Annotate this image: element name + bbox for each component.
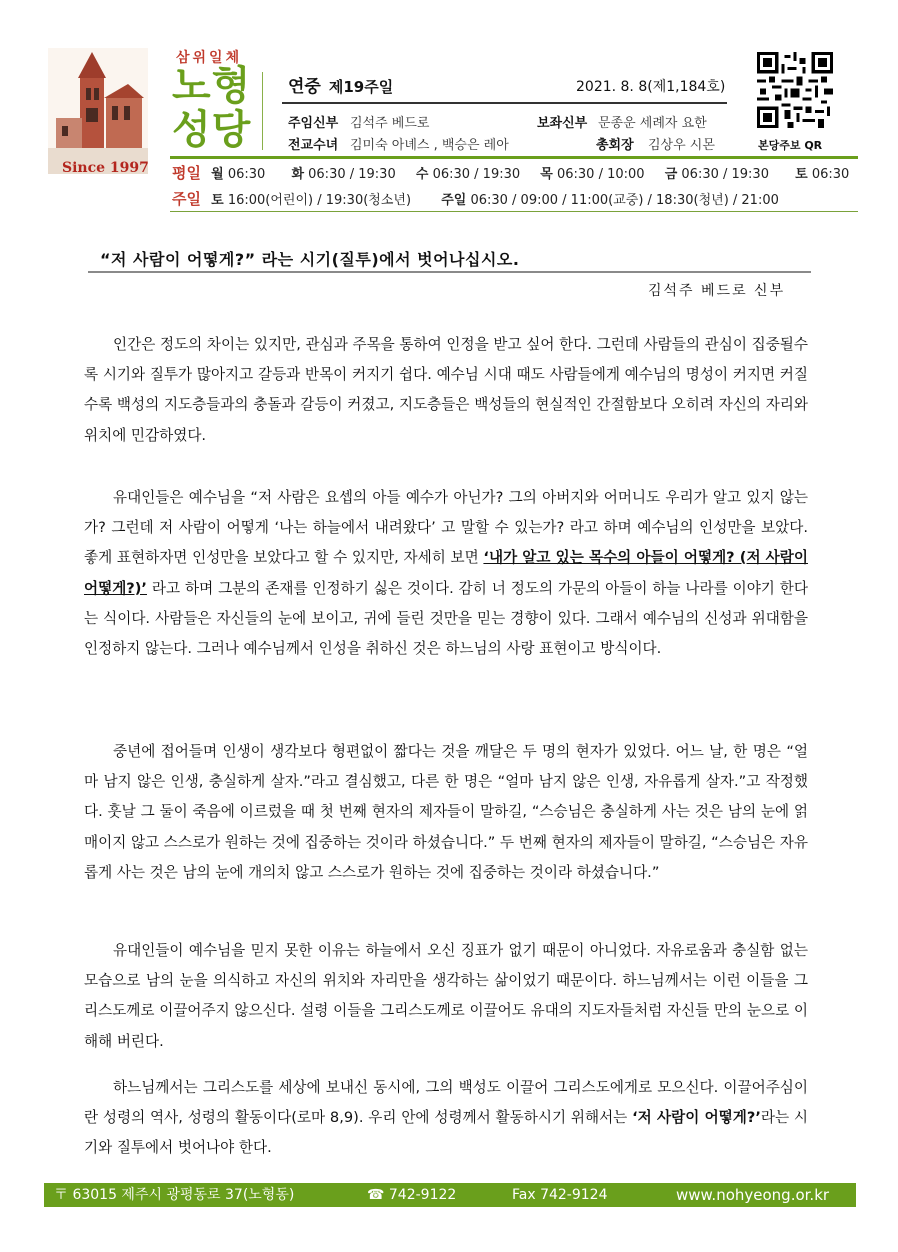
sunday-mass-schedule [172, 188, 779, 209]
pastor-label: 주임신부 [288, 116, 339, 131]
since-year: Since 1997 [62, 160, 149, 176]
article-title: “저 사람이 어떻게?” 라는 시기(질투)에서 벗어나십시오. [100, 250, 520, 269]
liturgical-week [288, 72, 393, 97]
weekday-fri: 금 [664, 167, 678, 182]
church-building-illustration [48, 48, 148, 174]
president-label: 총회장 [596, 138, 634, 153]
church-logo-line1: 노형 [172, 63, 252, 109]
weekday-tue: 화 [291, 167, 304, 182]
weekday-label: 평일 [172, 164, 201, 182]
weekday-wed-times: 06:30 / 19:30 [432, 167, 521, 182]
sunday-sat-day: 토 [211, 193, 224, 208]
church-logo-line2: 성당 [172, 107, 252, 153]
pastor-name: 김석주 베드로 [350, 116, 430, 131]
weekday-fri-times: 06:30 / 19:30 [681, 167, 769, 182]
article-paragraph: 인간은 정도의 차이는 있지만, 관심과 주목을 통하여 인정을 받고 싶어 한다. 그런데 사람들의 관심이 집중될수록 시기와 질투가 많아지고 갈등과 반목이 커지기 쉽다. 예수님 시대 때도 사람들에게 예수님의 명성이 커지면 커질수록 백성의 지도층들과의 충돌과 갈등이 커졌고, 지도층들은 백성들의 현실적인 간절함보다 오히려 자신의 자리와 위치에 민감하였다. [84, 336, 808, 444]
header-rule [282, 102, 727, 104]
footer-address: 〒 63015 제주시 광평동로 37(노형동) [54, 1187, 295, 1203]
week-title: 연중 [288, 77, 321, 97]
sunday-sun-times: 06:30 / 09:00 / 11:00(교중) / 18:30(청년) / 21:00 [470, 193, 779, 208]
article-paragraph [84, 483, 808, 664]
paragraph-text: 유대인들은 예수님을 “저 사람은 요셉의 아들 예수가 아닌가? 그의 아버지와 어머니도 우리가 알고 있지 않는가? 그런데 저 사람이 어떻게 ‘나는 하늘에서 내려왔다’ 고 말할 수 있는가? 라고 하며 예수님의 인성만을 보았다. 좋게 표현하자면 인성만을 보았다고 할 수 있지만, 자세히 보면 [84, 489, 808, 567]
weekday-thu: 목 [540, 167, 553, 182]
sunday-sun-day: 주일 [441, 193, 467, 208]
sunday-sat-times: 16:00(어린이) / 19:30(청소년) [227, 193, 412, 208]
weekday-mass-schedule [172, 162, 849, 183]
weekday-thu-times: 06:30 / 10:00 [556, 167, 645, 182]
footer-website-link[interactable]: www.nohyeong.or.kr [676, 1186, 830, 1204]
qr-code-icon[interactable] [757, 52, 833, 128]
emphasized-quote: ‘내가 알고 있는 목수의 아들이 어떻게? (저 사람이 어떻게?)’ [84, 549, 808, 597]
sunday-label: 주일 [172, 190, 201, 208]
footer-phone: ☎ 742-9122 [367, 1187, 457, 1203]
paragraph-text: 라고 하며 그분의 존재를 인정하기 싫은 것이다. 감히 너 정도의 가문의 아들이 하늘 나라를 이야기 한다는 식이다. 사람들은 자신들의 눈에 보이고, 귀에 들린 것만을 믿는 경향이 있다. 그래서 예수님의 신성과 위대함을 인정하지 않는다. 그러나 예수님께서 인성을 취하신 것은 하느님의 사랑 표현이고 방식이다. [84, 579, 808, 658]
article-author: 김석주 베드로 신부 [648, 283, 786, 299]
weekday-tue-times: 06:30 / 19:30 [308, 167, 396, 182]
article-paragraph [84, 1073, 808, 1164]
emphasized-quote: ‘저 사람이 어떻게?’ [632, 1109, 761, 1127]
weekday-sat: 토 [795, 167, 808, 182]
footer-bar [44, 1183, 856, 1207]
schedule-top-rule [170, 156, 858, 159]
footer-fax: Fax 742-9124 [512, 1187, 608, 1203]
weekday-mon-times: 06:30 [227, 167, 266, 182]
sister-name: 김미숙 아녜스 , 백승은 레아 [350, 138, 509, 153]
president-name: 김상우 시몬 [648, 138, 715, 153]
weekday-wed: 수 [415, 167, 429, 182]
issue-date: 2021. 8. 8(제1,184호) [576, 79, 726, 95]
weekday-sat-times: 06:30 [811, 167, 850, 182]
article-paragraph: 유대인들이 예수님을 믿지 못한 이유는 하늘에서 오신 징표가 없기 때문이 아니었다. 자유로움과 충실함 없는 모습으로 남의 눈을 의식하고 자신의 위치와 자리만을 생각하는 삶이었기 때문이다. 하느님께서는 이런 이들을 그리스도께로 이끌어주지 않으신다. 설령 이들을 그리스도께로 이끌어도 유대의 지도자들처럼 자신들 만의 눈으로 이해해 버린다. [84, 942, 808, 1050]
schedule-bottom-rule [170, 211, 858, 212]
weekday-mon: 월 [211, 167, 224, 182]
qr-label: 본당주보 QR [758, 139, 823, 152]
paragraph-text: 라는 시기와 질투에서 벗어나야 한다. [84, 1109, 808, 1157]
title-rule [88, 271, 811, 273]
header-divider [262, 72, 263, 150]
article-paragraph: 중년에 접어들며 인생이 생각보다 형편없이 짧다는 것을 깨달은 두 명의 현자가 있었다. 어느 날, 한 명은 “얼마 남지 않은 인생, 충실하게 살자.”라고 결심했고, 다른 한 명은 “얼마 남지 않은 인생, 자유롭게 살자.”고 작정했다. 훗날 그 둘이 죽음에 이르렀을 때 첫 번째 현자의 제자들이 말하길, “스승님은 충실하게 사는 것은 남의 눈에 얽매이지 않고 스스로가 원하는 것에 집중하는 것이라 하셨습니다.” 두 번째 현자의 제자들이 말하길, “스승님은 자유롭게 사는 것은 남의 눈에 개의치 않고 스스로가 원하는 것에 집중하는 것이라 하셨습니다.” [84, 743, 808, 881]
sister-label: 전교수녀 [288, 138, 339, 153]
vicar-label: 보좌신부 [537, 116, 588, 131]
vicar-name: 문종운 세례자 요한 [598, 116, 707, 131]
trinity-label: 삼위일체 [176, 50, 243, 66]
paragraph-text: 하느님께서는 그리스도를 세상에 보내신 동시에, 그의 백성도 이끌어 그리스도에게로 모으신다. 이끌어주심이란 성령의 역사, 성령의 활동이다(로마 8,9). 우리 안에 성령께서 활동하시기 위해서는 [84, 1079, 808, 1127]
week-sub: 제19주일 [328, 78, 394, 96]
